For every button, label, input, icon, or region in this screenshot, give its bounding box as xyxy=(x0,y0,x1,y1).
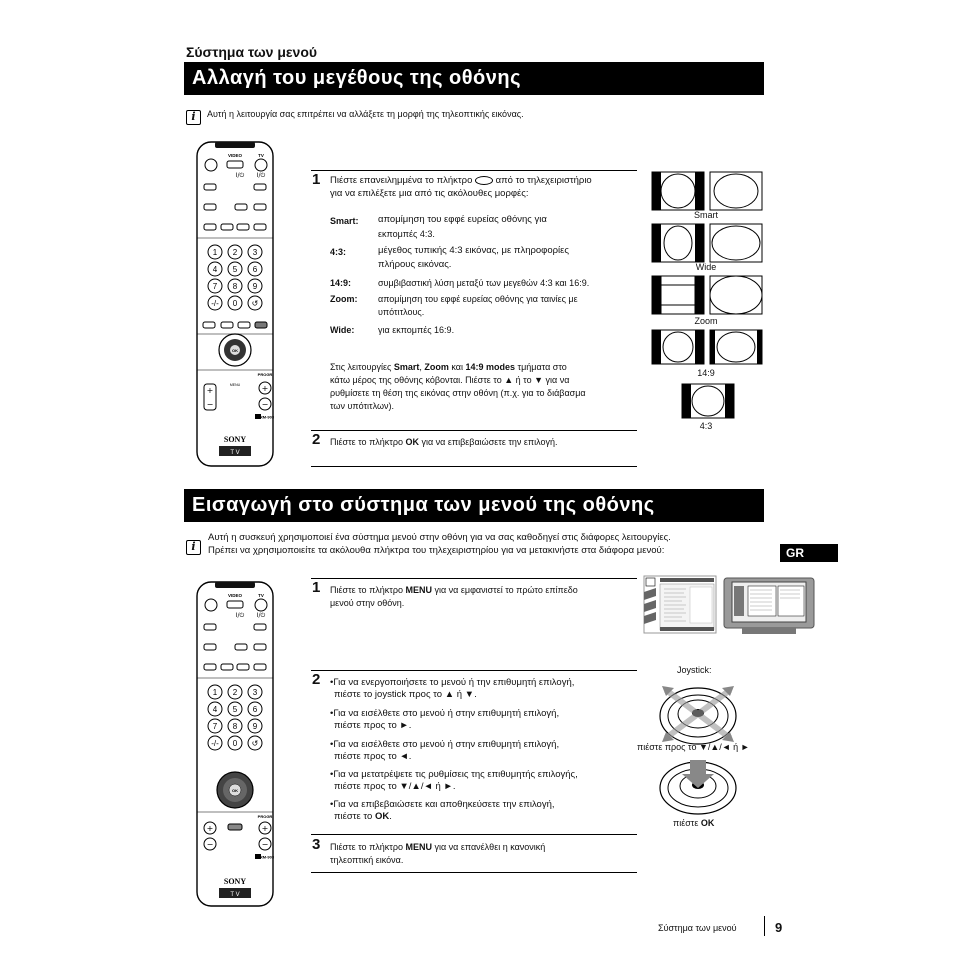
s2-step3-line2: τηλεοπτική εικόνα. xyxy=(330,855,404,865)
section2-title: Εισαγωγή στο σύστημα των μενού της οθόνης xyxy=(184,489,764,522)
svg-text:I/⏻: I/⏻ xyxy=(256,172,266,179)
format-desc-wide: για εκπομπές 16:9. xyxy=(378,325,455,335)
svg-text:I/⏻: I/⏻ xyxy=(256,612,266,619)
step2-text: Πιέστε το πλήκτρο OK για να επιβεβαιώσετε την επιλογή. xyxy=(330,437,558,447)
format-term-149: 14:9: xyxy=(330,278,352,288)
step1-line2: για να επιλέξετε μια από τις ακόλουθες μορφές: xyxy=(330,188,529,199)
footer-section-name: Σύστημα των μενού xyxy=(658,923,737,933)
bullet-2-line1: •Για να εισέλθετε στο μενού ή στην επιθυμητή επιλογή, xyxy=(330,708,560,719)
format-illustrations xyxy=(648,168,772,432)
svg-text:OK: OK xyxy=(232,348,238,353)
section1-info: Αυτή η λειτουργία σας επιτρέπει να αλλάξετε τη μορφή της τηλεοπτικής εικόνας. xyxy=(207,109,524,119)
svg-text:6: 6 xyxy=(252,265,258,274)
svg-text:−: − xyxy=(206,840,214,849)
svg-text:3: 3 xyxy=(252,688,258,697)
footer-divider xyxy=(764,916,765,936)
format-desc-149: συμβιβαστική λύση μεταξύ των μεγεθών 4:3 και 16:9. xyxy=(378,278,590,288)
divider xyxy=(311,834,637,835)
svg-text:PROGR: PROGR xyxy=(257,814,273,819)
svg-text:-/-: -/- xyxy=(211,739,219,748)
s2-step1-line2: μενού στην οθόνη. xyxy=(330,598,405,608)
svg-text:RM-903: RM-903 xyxy=(259,414,275,420)
svg-text:I/⏻: I/⏻ xyxy=(235,612,245,619)
remote-tv-label: TV xyxy=(258,153,264,158)
bullet-3-line2: πιέστε προς το ◄. xyxy=(334,751,412,762)
bullet-4-line1: •Για να μετατρέψετε τις ρυθμίσεις της επιθυμητής επιλογής, xyxy=(330,769,578,780)
step-number: 1 xyxy=(312,579,321,596)
language-tab: GR xyxy=(780,544,838,562)
bullet-1-line2: πιέστε το joystick προς το ▲ ή ▼. xyxy=(334,689,477,700)
svg-text:SONY: SONY xyxy=(223,877,247,886)
push-direction-label: πιέστε προς το ▼/▲/◄ ή ► xyxy=(637,742,750,752)
svg-text:4: 4 xyxy=(212,265,218,274)
divider xyxy=(311,670,637,671)
divider xyxy=(311,430,637,431)
svg-text:9: 9 xyxy=(252,282,258,291)
step-number: 2 xyxy=(312,671,321,688)
format-desc-smart-2: εκπομπές 4:3. xyxy=(378,229,435,239)
svg-text:SONY: SONY xyxy=(223,435,247,444)
svg-text:+: + xyxy=(206,824,214,833)
remote-control-2 xyxy=(195,580,275,908)
bullet-5-line2: πιέστε το OK. xyxy=(334,811,392,822)
format-term-zoom: Zoom: xyxy=(330,294,358,304)
step-number: 1 xyxy=(312,171,321,188)
svg-text:9: 9 xyxy=(252,722,258,731)
svg-text:5: 5 xyxy=(232,265,238,274)
svg-text:↺: ↺ xyxy=(251,739,259,748)
remote-control-1 xyxy=(195,140,275,468)
svg-text:−: − xyxy=(206,400,214,409)
section-label: Σύστημα των μενού xyxy=(186,44,318,60)
svg-text:5: 5 xyxy=(232,705,238,714)
svg-text:7: 7 xyxy=(212,282,218,291)
svg-text:MENU: MENU xyxy=(229,383,241,387)
svg-text:7: 7 xyxy=(212,722,218,731)
svg-text:I/⏻: I/⏻ xyxy=(235,172,245,179)
press-ok-label: πιέστε OK xyxy=(673,818,715,828)
svg-text:4: 4 xyxy=(212,705,218,714)
svg-text:+: + xyxy=(261,384,269,393)
step1-line1: Πιέστε επανειλημμένα το πλήκτρο από το τηλεχειριστήριο xyxy=(330,175,592,186)
format-desc-43-2: πλήρους εικόνας. xyxy=(378,259,452,270)
s2-step3-line1: Πιέστε το πλήκτρο MENU για να επανέλθει η κανονική xyxy=(330,842,546,852)
bullet-1-line1: •Για να ενεργοποιήσετε το μενού ή την επιθυμητή επιλογή, xyxy=(330,677,575,688)
caption-14-9: 14:9 xyxy=(697,368,715,378)
format-desc-43: μέγεθος τυπικής 4:3 εικόνας, με πληροφορίες xyxy=(378,245,569,256)
remote-tv-label: TV xyxy=(258,593,264,598)
svg-text:1: 1 xyxy=(212,688,218,697)
format-desc-smart: απομίμηση του εφφέ ευρείας οθόνης για xyxy=(378,214,547,225)
bullet-2-line2: πιέστε προς το ►. xyxy=(334,720,412,731)
caption-wide: Wide xyxy=(695,262,717,272)
svg-text:0: 0 xyxy=(232,739,238,748)
section2-info-1: Αυτή η συσκευή χρησιμοποιεί ένα σύστημα μενού στην οθόνη για να σας καθοδηγεί στις διάφορες λειτουργίες. xyxy=(208,532,671,543)
note-line2: κάτω μέρος της οθόνης κόβονται. Πιέστε το ▲ ή το ▼ για να xyxy=(330,375,570,385)
svg-text:−: − xyxy=(261,840,269,849)
section1-title: Αλλαγή του μεγέθους της οθόνης xyxy=(184,62,764,95)
divider xyxy=(311,466,637,467)
format-desc-zoom: απομίμηση του εφφέ ευρείας οθόνης για ταινίες με xyxy=(378,294,578,304)
caption-4-3: 4:3 xyxy=(699,421,713,431)
caption-zoom: Zoom xyxy=(694,316,718,326)
svg-text:PROGR: PROGR xyxy=(257,372,273,377)
info-icon: i xyxy=(186,540,201,555)
remote-video-label: VIDEO xyxy=(227,593,243,598)
s2-step1-line1: Πιέστε το πλήκτρο MENU για να εμφανιστεί το πρώτο επίπεδο xyxy=(330,585,578,595)
svg-text:1: 1 xyxy=(212,248,218,257)
step-number: 2 xyxy=(312,431,321,448)
format-term-wide: Wide: xyxy=(330,325,355,335)
divider xyxy=(311,170,637,171)
svg-text:↺: ↺ xyxy=(251,299,259,308)
note-line3: ρυθμίσετε τη θέση της εικόνας στην οθόνη (π.χ. για το διάβασμα xyxy=(330,388,586,398)
format-term-smart: Smart: xyxy=(330,216,359,226)
svg-text:+: + xyxy=(261,824,269,833)
svg-text:2: 2 xyxy=(232,688,238,697)
note-line4: των υπότιτλων). xyxy=(330,401,394,411)
format-term-43: 4:3: xyxy=(330,247,347,257)
svg-text:T V: T V xyxy=(230,892,240,898)
divider xyxy=(311,872,637,873)
svg-text:OK: OK xyxy=(232,788,238,793)
page-number: 9 xyxy=(775,920,783,935)
remote-video-label: VIDEO xyxy=(227,153,243,158)
svg-text:8: 8 xyxy=(232,282,238,291)
svg-text:6: 6 xyxy=(252,705,258,714)
menu-screen-illustration xyxy=(642,574,816,636)
format-desc-zoom-2: υπότιτλους. xyxy=(378,307,425,317)
svg-text:−: − xyxy=(261,400,269,409)
svg-text:0: 0 xyxy=(232,299,238,308)
svg-text:-/-: -/- xyxy=(211,299,219,308)
picture-format-button-icon xyxy=(475,176,493,185)
svg-text:8: 8 xyxy=(232,722,238,731)
step-number: 3 xyxy=(312,836,321,853)
bullet-3-line1: •Για να εισέλθετε στο μενού ή στην επιθυμητή επιλογή, xyxy=(330,739,560,750)
svg-text:RM-903: RM-903 xyxy=(259,854,275,860)
svg-text:+: + xyxy=(206,386,214,395)
svg-text:2: 2 xyxy=(232,248,238,257)
note-line1: Στις λειτουργίες Smart, Zoom και 14:9 modes τμήματα στο xyxy=(330,362,567,372)
joystick-label: Joystick: xyxy=(677,665,712,675)
caption-smart: Smart xyxy=(693,210,718,220)
bullet-5-line1: •Για να επιβεβαιώσετε και αποθηκεύσετε την επιλογή, xyxy=(330,799,555,810)
svg-text:T V: T V xyxy=(230,450,240,456)
section2-info-2: Πρέπει να χρησιμοποιείτε τα ακόλουθα πλήκτρα του τηλεχειριστηρίου για να μετακινήστε στα διάφορα μενού: xyxy=(208,545,665,556)
divider xyxy=(311,578,637,579)
svg-text:3: 3 xyxy=(252,248,258,257)
info-icon: i xyxy=(186,110,201,125)
bullet-4-line2: πιέστε προς το ▼/▲/◄ ή ►. xyxy=(334,781,456,792)
